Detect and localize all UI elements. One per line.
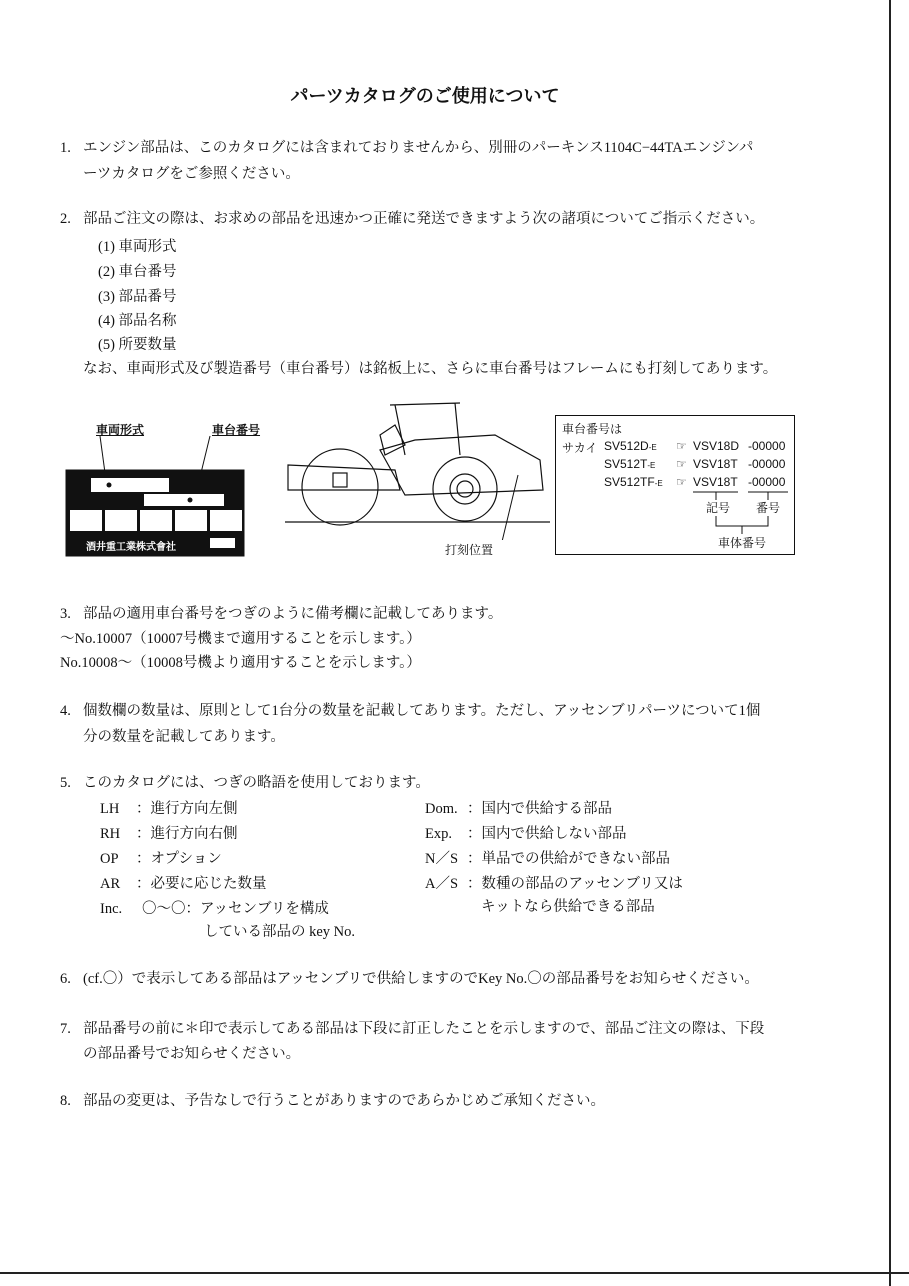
item-1-line: エンジン部品は、このカタログには含まれておりませんから、別冊のパーキンス1104C−44TAエンジンパ	[83, 140, 754, 156]
scan-bottom-edge	[0, 1272, 909, 1274]
number-label: 番号	[756, 501, 781, 515]
abbr-desc: ：必要に応じた数量	[136, 876, 267, 892]
item-8-number: 8.	[60, 1093, 71, 1109]
model: SV512D	[604, 439, 649, 453]
abbr-key: AR	[100, 876, 121, 892]
page-title: パーツカタログのご使用について	[290, 86, 560, 106]
abbr	[425, 847, 670, 868]
abbr-desc: 〇〜〇：アッセンブリを構成	[142, 901, 329, 917]
abbr-desc: ：国内で供給する部品	[467, 801, 612, 817]
abbr-key: OP	[100, 851, 119, 867]
abbr-key: N／S	[425, 851, 459, 867]
model-suffix: -E	[648, 443, 657, 452]
item-4-line: 個数欄の数量は、原則として1台分の数量を記載してあります。ただし、アッセンブリパーツについて1個	[83, 703, 761, 719]
number: -00000	[748, 475, 786, 489]
serial-number-box	[555, 415, 795, 555]
number: -00000	[748, 457, 786, 471]
serial-heading: 車台番号は	[562, 422, 623, 436]
item-4-line: 分の数量を記載してあります。	[83, 729, 285, 745]
abbr-key: Exp.	[425, 826, 452, 842]
code: VSV18T	[693, 475, 738, 489]
roller-illustration	[285, 395, 550, 540]
abbr-cont: キットなら供給できる部品	[481, 899, 655, 915]
item-3-line: No.10008〜（10008号機より適用することを示します。）	[60, 655, 421, 671]
abbr-key: Dom.	[425, 801, 458, 817]
abbr	[425, 797, 612, 818]
abbr	[425, 872, 683, 893]
pointer-icon: ☞	[676, 457, 687, 471]
abbr	[100, 797, 238, 818]
item-7-number: 7.	[60, 1021, 71, 1037]
serial-maker: サカイ	[562, 441, 598, 455]
item-3-line: 〜No.10007（10007号機まで適用することを示します。）	[60, 631, 421, 647]
item-3-line: 部品の適用車台番号をつぎのように備考欄に記載してあります。	[83, 606, 503, 622]
abbr-cont: している部品の key No.	[204, 924, 356, 940]
stamp-position-label: 打刻位置	[445, 543, 494, 557]
item-8-line: 部品の変更は、予告なしで行うことがありますのであらかじめご承知ください。	[83, 1093, 605, 1109]
model: SV512TF	[604, 475, 655, 489]
scan-edge	[889, 0, 891, 1286]
item-6-number: 6.	[60, 971, 71, 987]
item-4-number: 4.	[60, 703, 71, 719]
abbr-desc: ：進行方向左側	[136, 801, 238, 817]
item-2-sub: (5) 所要数量	[98, 337, 177, 353]
item-5-line: このカタログには、つぎの略語を使用しております。	[83, 775, 430, 791]
item-6-line: (cf.〇）で表示してある部品はアッセンブリで供給しますのでKey No.〇の部品番号をお知らせください。	[83, 971, 759, 987]
model-suffix: -E	[647, 461, 656, 470]
item-5-number: 5.	[60, 775, 71, 791]
item-2-line: 部品ご注文の際は、お求めの部品を迅速かつ正確に発送できますよう次の諸項についてご指示ください。	[83, 211, 765, 227]
plate-label-serial: 車台番号	[212, 423, 261, 437]
code: VSV18T	[693, 457, 738, 471]
item-3-number: 3.	[60, 606, 71, 622]
code: VSV18D	[693, 439, 740, 453]
abbr-desc: ：国内で供給しない部品	[467, 826, 627, 842]
item-1-number: 1.	[60, 140, 71, 156]
pointer-icon: ☞	[676, 475, 687, 489]
abbr-desc: ：進行方向右側	[136, 826, 238, 842]
abbr	[425, 822, 627, 843]
abbr	[100, 822, 238, 843]
item-2-sub: (3) 部品番号	[98, 289, 177, 305]
abbr-key: A／S	[425, 876, 459, 892]
body-number-label: 車体番号	[718, 536, 767, 550]
item-2-sub: (1) 車両形式	[98, 239, 177, 255]
abbr-key: RH	[100, 826, 121, 842]
item-2-note: なお、車両形式及び製造番号（車台番号）は銘板上に、さらに車台番号はフレームにも打刻してあります。	[83, 361, 778, 377]
abbr	[100, 872, 267, 893]
item-2-number: 2.	[60, 211, 71, 227]
item-1-line: ーツカタログをご参照ください。	[83, 166, 300, 182]
abbr-desc: ：オプション	[136, 851, 222, 867]
abbr-key: LH	[100, 801, 120, 817]
pointer-icon: ☞	[676, 439, 687, 453]
plate-label-model: 車両形式	[96, 423, 145, 437]
abbr-desc: ：数種の部品のアッセンブリ又は	[467, 876, 683, 892]
number: -00000	[748, 439, 786, 453]
abbr-key: Inc.	[100, 901, 123, 917]
abbr	[100, 897, 329, 918]
abbr-desc: ：単品での供給ができない部品	[467, 851, 670, 867]
item-7-line: の部品番号でお知らせください。	[83, 1046, 301, 1062]
item-7-line: 部品番号の前に＊印で表示してある部品は下段に訂正したことを示しますので、部品ご注文の際は、下段	[83, 1021, 765, 1037]
item-2-sub: (2) 車台番号	[98, 264, 177, 280]
abbr	[100, 847, 222, 868]
model: SV512T	[604, 457, 648, 471]
item-2-sub: (4) 部品名称	[98, 313, 177, 329]
plate-maker: 酒井重工業株式會社	[86, 542, 176, 553]
model-suffix: -E	[654, 479, 663, 488]
code-label: 記号	[706, 501, 731, 515]
